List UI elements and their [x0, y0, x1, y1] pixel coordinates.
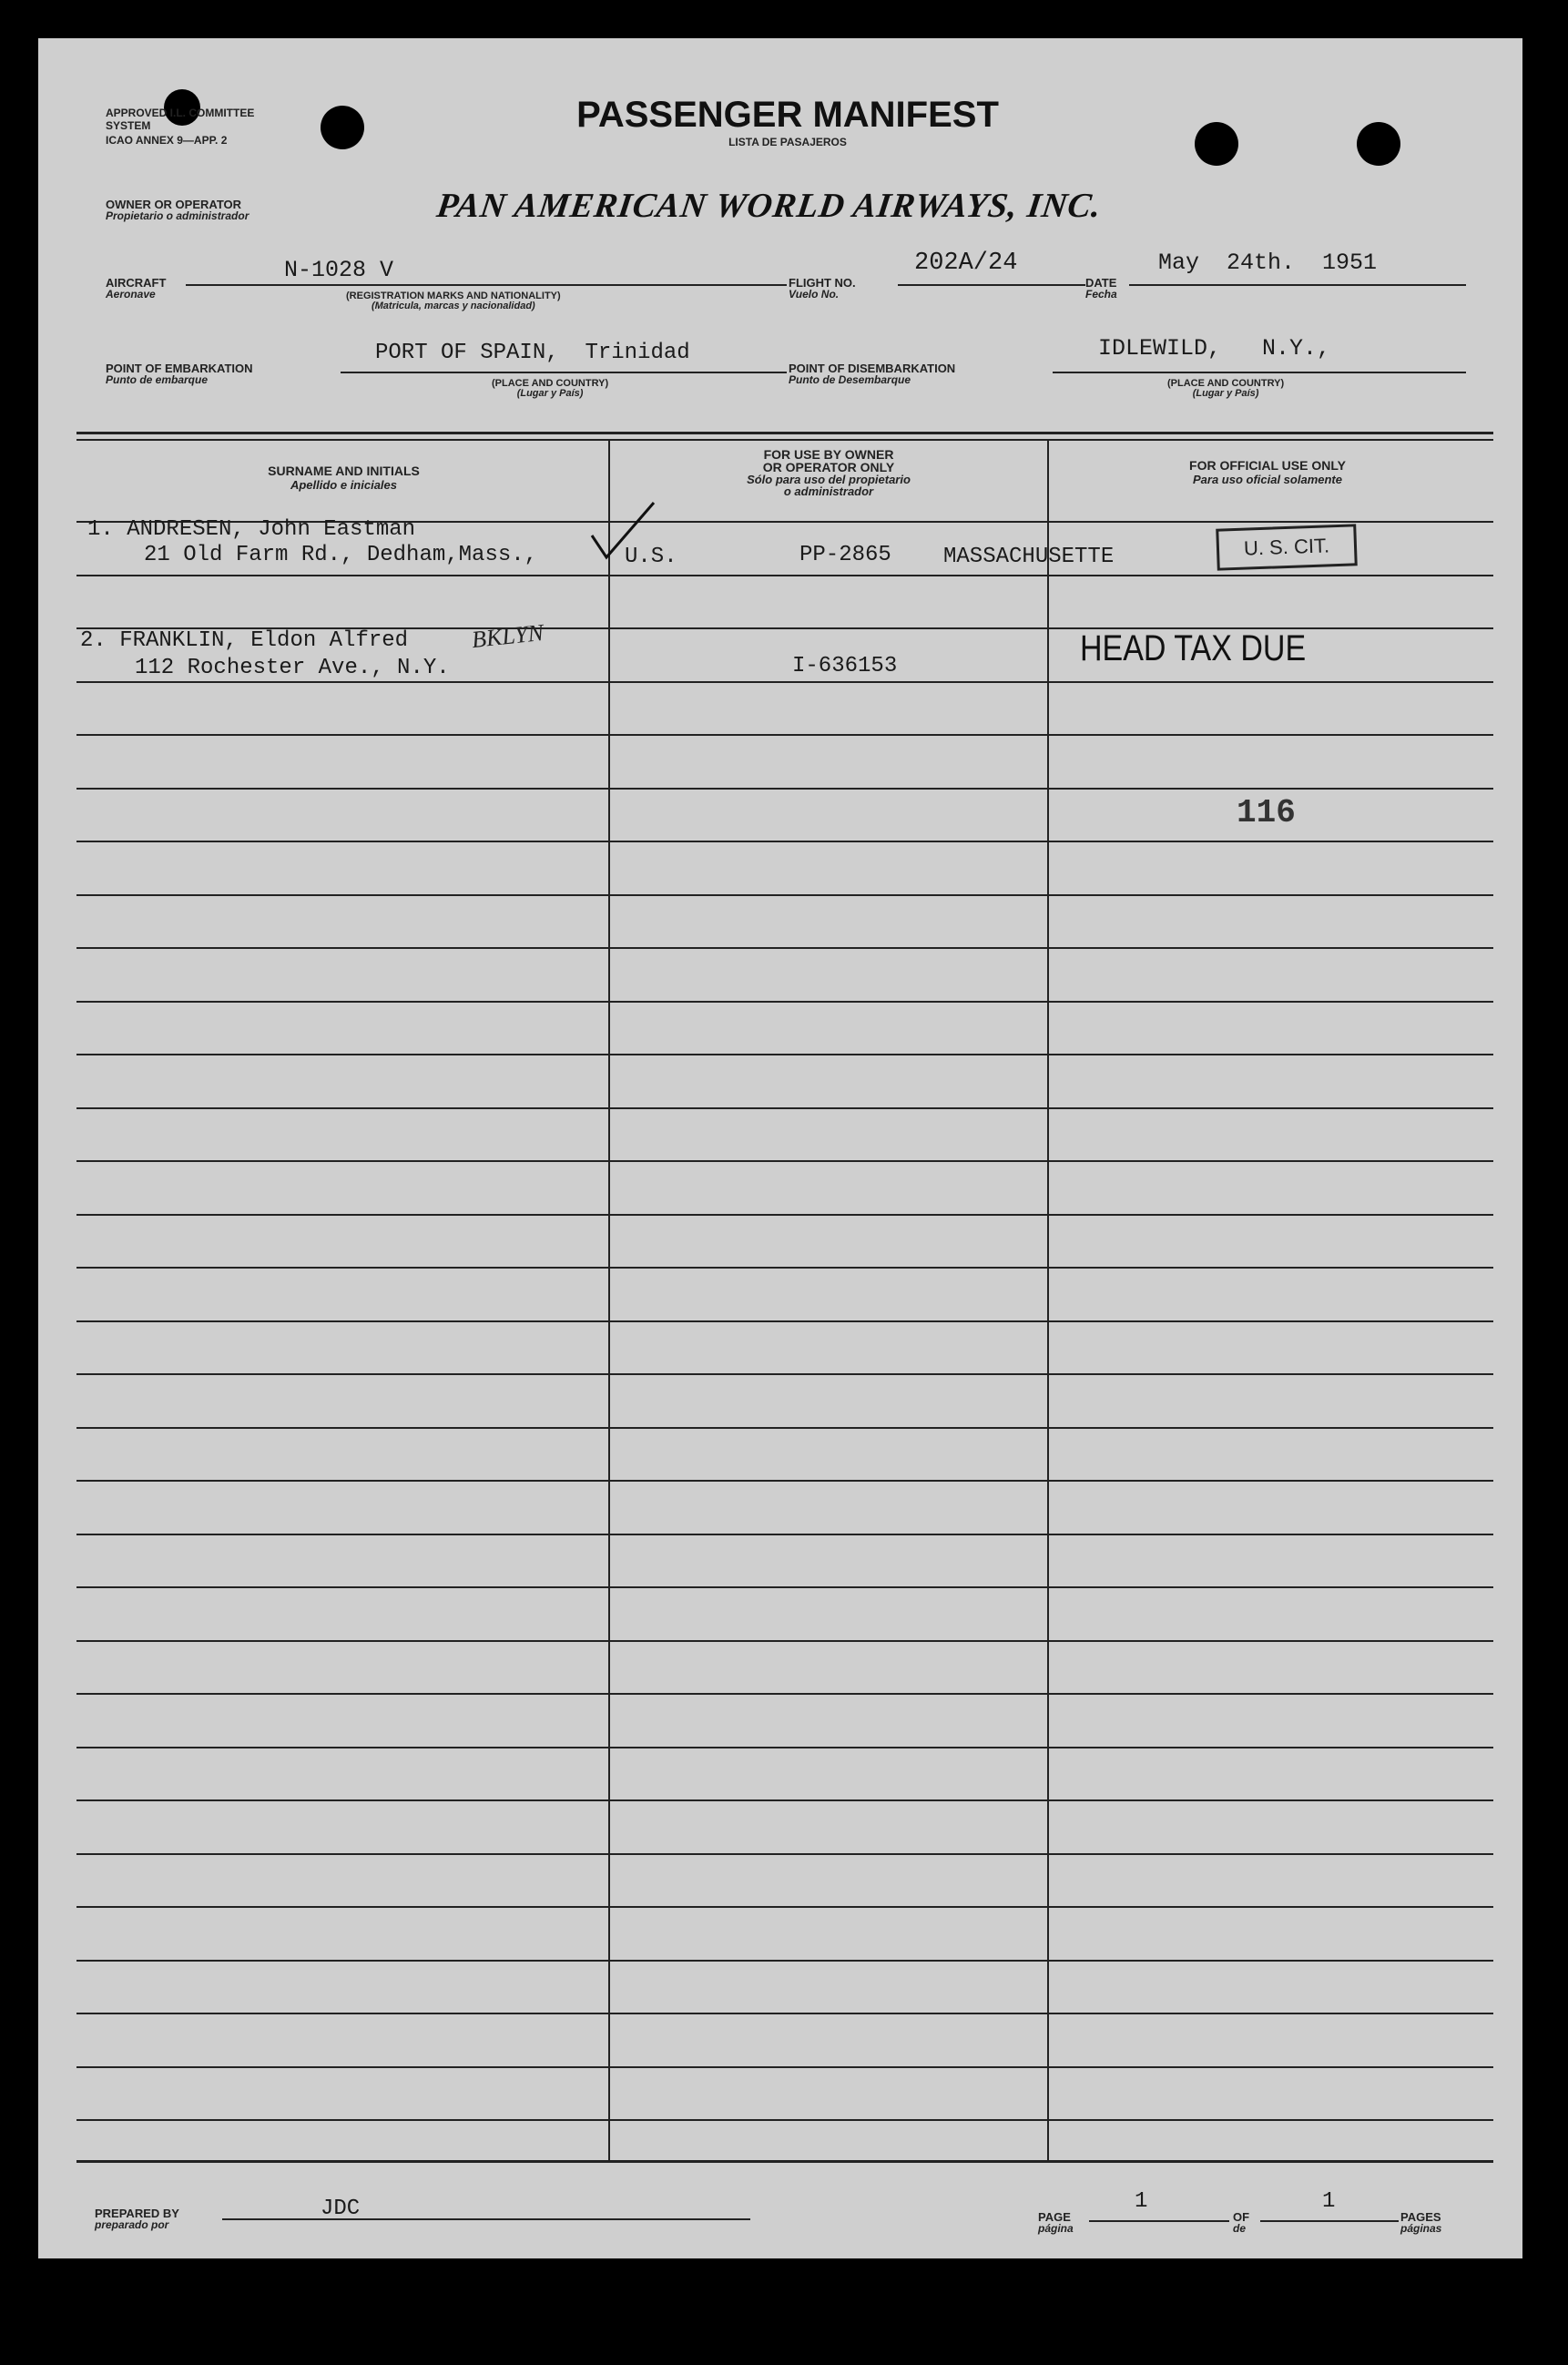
pages-label-es: páginas: [1400, 2222, 1442, 2235]
row-rule: [76, 1853, 1493, 1855]
punch-hole-left: [321, 106, 364, 149]
passenger-2-name: 2. FRANKLIN, Eldon Alfred: [80, 628, 409, 653]
punch-hole-right: [1357, 122, 1400, 166]
embarkation-label-en: POINT OF EMBARKATION: [106, 362, 253, 375]
page-title: PASSENGER MANIFEST: [576, 95, 999, 135]
column-divider-2: [1047, 439, 1049, 2160]
punch-hole-mid: [1195, 122, 1238, 166]
row-rule: [76, 1107, 1493, 1109]
column-header-official-en: FOR OFFICIAL USE ONLY: [1189, 458, 1346, 473]
row-rule: [76, 1054, 1493, 1055]
disembarkation-sub-en: (PLACE AND COUNTRY): [1167, 378, 1285, 389]
flight-underline: [898, 284, 1085, 286]
page-label-es: página: [1038, 2222, 1074, 2235]
column-header-owner-l1: FOR USE BY OWNER: [763, 447, 894, 462]
official-number: 116: [1237, 794, 1296, 831]
owner-label-en: OWNER OR OPERATOR: [106, 198, 242, 211]
footer-rule: [76, 2160, 1493, 2163]
prepared-label-en: PREPARED BY: [95, 2207, 179, 2220]
row-rule: [76, 1214, 1493, 1216]
row-rule: [76, 1799, 1493, 1801]
date-underline: [1129, 284, 1466, 286]
column-header-owner-l3: Sólo para uso del propietario: [747, 473, 911, 486]
flight-label-en: FLIGHT NO.: [789, 276, 856, 290]
row-rule: [76, 734, 1493, 736]
prepared-value: JDC: [321, 2197, 361, 2221]
date-label-en: DATE: [1085, 276, 1117, 290]
column-header-official-es: Para uso oficial solamente: [1192, 473, 1342, 486]
passenger-1-nationality: U.S.: [625, 545, 677, 569]
row-rule: [76, 1640, 1493, 1642]
of-label: [1233, 2211, 1249, 2234]
aircraft-label-en: AIRCRAFT: [106, 276, 167, 290]
row-rule: [76, 1001, 1493, 1003]
embarkation-underline: [341, 372, 787, 373]
embarkation-sub-es: (Lugar y País): [516, 388, 584, 399]
owner-label-es: Propietario o administrador: [106, 209, 249, 222]
column-header-surname: [82, 464, 606, 491]
row-rule: [76, 2013, 1493, 2014]
row-rule: [76, 2119, 1493, 2121]
table-top-rule-2: [76, 439, 1493, 441]
row-rule: [76, 947, 1493, 949]
row-rule: [76, 894, 1493, 896]
embarkation-sub: [492, 379, 608, 399]
table-top-rule: [76, 432, 1493, 434]
pages-label-en: PAGES: [1400, 2210, 1441, 2224]
row-rule: [76, 1320, 1493, 1322]
row-rule: [76, 575, 1493, 576]
page-title-es: LISTA DE PASAJEROS: [728, 136, 847, 148]
disembarkation-label-en: POINT OF DISEMBARKATION: [789, 362, 956, 375]
row-rule: [76, 1747, 1493, 1748]
passenger-1-name: 1. ANDRESEN, John Eastman: [87, 517, 416, 542]
aircraft-sub-en: (REGISTRATION MARKS AND NATIONALITY): [346, 291, 561, 301]
prepared-label-es: preparado por: [95, 2218, 169, 2231]
aircraft-label: [106, 277, 166, 300]
passenger-1-passport: PP-2865: [799, 543, 891, 567]
aircraft-value: N-1028 V: [284, 257, 394, 283]
prepared-label: [95, 2207, 179, 2230]
row-rule: [76, 1160, 1493, 1162]
embarkation-value: PORT OF SPAIN, Trinidad: [375, 341, 690, 365]
row-rule: [76, 841, 1493, 842]
row-rule: [76, 1373, 1493, 1375]
row-rule: [76, 1586, 1493, 1588]
date-label-es: Fecha: [1085, 288, 1117, 301]
us-cit-stamp: [1216, 524, 1358, 570]
pages-label: [1400, 2211, 1441, 2234]
disembarkation-underline: [1053, 372, 1466, 373]
of-label-es: de: [1233, 2222, 1247, 2235]
approval-line3: ICAO ANNEX 9—APP. 2: [106, 134, 228, 147]
head-tax-stamp: HEAD TAX DUE: [1080, 628, 1307, 668]
of-underline: [1260, 2220, 1399, 2222]
disembarkation-sub: [1167, 379, 1284, 399]
column-header-official: [1051, 459, 1484, 485]
embarkation-sub-en: (PLACE AND COUNTRY): [492, 378, 609, 389]
row-rule: [76, 1480, 1493, 1482]
page-label-en: PAGE: [1038, 2210, 1071, 2224]
row-rule: [76, 681, 1493, 683]
column-header-owner-l4: o administrador: [783, 484, 874, 498]
disembarkation-label-es: Punto de Desembarque: [789, 373, 911, 386]
passenger-1-address: 21 Old Farm Rd., Dedham,Mass.,: [144, 543, 538, 567]
flight-value: 202A/24: [914, 250, 1018, 277]
flight-label-es: Vuelo No.: [789, 288, 840, 301]
date-value: May 24th. 1951: [1158, 250, 1378, 276]
aircraft-label-es: Aeronave: [106, 288, 156, 301]
aircraft-underline: [186, 284, 787, 286]
aircraft-sub: [346, 291, 561, 311]
approval-line1: APPROVED I.L. COMMITTEE: [106, 107, 255, 119]
date-label: [1085, 277, 1117, 300]
disembarkation-sub-es: (Lugar y País): [1192, 388, 1259, 399]
row-rule: [76, 788, 1493, 790]
page-underline: [1089, 2220, 1229, 2222]
owner-value: PAN AMERICAN WORLD AIRWAYS, INC.: [434, 187, 1105, 225]
passenger-1-state: MASSACHUSETTE: [943, 545, 1115, 569]
disembarkation-value: IDLEWILD, N.Y.,: [1098, 335, 1331, 362]
row-rule: [76, 1267, 1493, 1269]
passenger-2-handwritten: BKLYN: [470, 618, 545, 654]
row-rule: [76, 1534, 1493, 1535]
column-header-owner-use: [612, 448, 1045, 497]
column-header-surname-es: Apellido e iniciales: [290, 478, 398, 492]
column-header-surname-en: SURNAME AND INITIALS: [268, 464, 420, 478]
row-rule: [76, 1427, 1493, 1429]
page-value: 1: [1135, 2189, 1148, 2214]
of-value: 1: [1322, 2189, 1336, 2214]
embarkation-label: [106, 362, 253, 385]
row-rule: [76, 1960, 1493, 1962]
page-label: [1038, 2211, 1074, 2234]
row-rule: [76, 1693, 1493, 1695]
aircraft-sub-es: (Matricula, marcas y nacionalidad): [371, 301, 535, 311]
approval-line2: SYSTEM: [106, 119, 151, 132]
row-rule: [76, 2066, 1493, 2068]
passenger-2-address: 112 Rochester Ave., N.Y.: [135, 656, 450, 680]
prepared-underline: [222, 2218, 750, 2220]
column-divider-1: [608, 439, 610, 2160]
of-label-en: OF: [1233, 2210, 1250, 2224]
flight-label: [789, 277, 856, 300]
owner-label: [106, 199, 249, 221]
passenger-2-passport: I-636153: [792, 654, 898, 678]
us-cit-stamp-text: U. S. CIT.: [1243, 534, 1330, 560]
embarkation-label-es: Punto de embarque: [106, 373, 209, 386]
row-rule: [76, 1906, 1493, 1908]
disembarkation-label: [789, 362, 955, 385]
approval-block: [106, 107, 254, 146]
column-header-owner-l2: OR OPERATOR ONLY: [762, 460, 895, 474]
